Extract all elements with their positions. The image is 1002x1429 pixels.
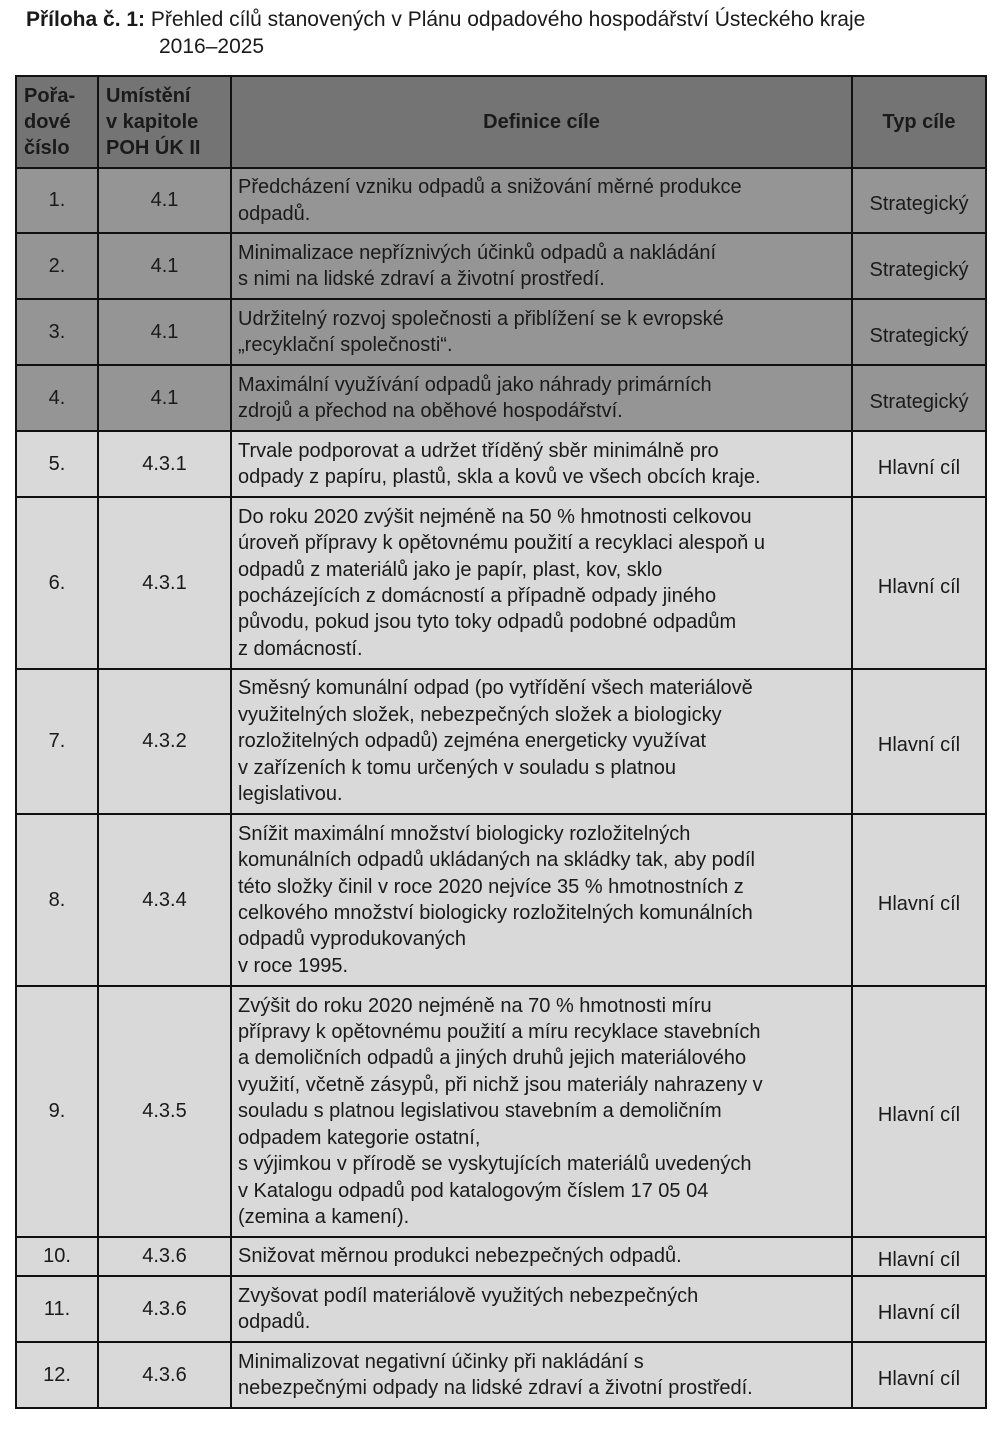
goal-type-label: Strategický xyxy=(869,258,969,281)
goal-number: 4. xyxy=(16,365,98,431)
table-row xyxy=(16,1342,986,1408)
goal-number: 11. xyxy=(16,1276,98,1342)
goal-definition: Předcházení vzniku odpadů a snižování měrné produkce odpadů. xyxy=(231,168,852,233)
header-type: Typ cíle xyxy=(852,76,986,168)
goal-definition: Zvyšovat podíl materiálově využitých nebezpečných odpadů. xyxy=(231,1276,852,1342)
goal-chapter-location: 4.3.6 xyxy=(98,1342,231,1408)
goal-number: 7. xyxy=(16,669,98,814)
caption-line-1 xyxy=(26,6,986,33)
goal-number: 1. xyxy=(16,168,98,233)
goal-number: 2. xyxy=(16,233,98,299)
table-row xyxy=(16,233,986,299)
goal-type xyxy=(852,814,986,986)
table-row xyxy=(16,431,986,497)
goal-definition: Snižovat měrnou produkci nebezpečných odpadů. xyxy=(231,1237,852,1276)
table-body xyxy=(16,168,986,1408)
table-row xyxy=(16,1276,986,1342)
goal-type-label: Hlavní cíl xyxy=(877,1249,961,1272)
goal-definition: Maximální využívání odpadů jako náhrady primárních zdrojů a přechod na oběhové hospodářství. xyxy=(231,365,852,431)
table-header xyxy=(16,76,986,168)
goal-type xyxy=(852,1276,986,1342)
goal-number: 8. xyxy=(16,814,98,986)
goal-chapter-location: 4.1 xyxy=(98,365,231,431)
goal-type xyxy=(852,365,986,431)
goal-type xyxy=(852,168,986,233)
table-row xyxy=(16,365,986,431)
goals-table xyxy=(15,75,987,1409)
goal-definition: Minimalizovat negativní účinky při nakládání s nebezpečnými odpady na lidské zdraví a životní prostředí. xyxy=(231,1342,852,1408)
header-location: Umístění v kapitole POH ÚK II xyxy=(98,76,231,168)
table-row xyxy=(16,669,986,814)
goal-type-label: Strategický xyxy=(869,390,969,413)
goal-type-label: Hlavní cíl xyxy=(877,1367,961,1390)
caption-title: Přehled cílů stanovených v Plánu odpadového hospodářství Ústeckého kraje xyxy=(145,8,866,31)
header-definition: Definice cíle xyxy=(231,76,852,168)
goal-number: 12. xyxy=(16,1342,98,1408)
goal-chapter-location: 4.3.1 xyxy=(98,497,231,669)
goal-number: 9. xyxy=(16,986,98,1237)
goal-chapter-location: 4.3.4 xyxy=(98,814,231,986)
goal-number: 6. xyxy=(16,497,98,669)
goal-chapter-location: 4.1 xyxy=(98,233,231,299)
goal-definition: Minimalizace nepříznivých účinků odpadů a nakládání s nimi na lidské zdraví a životní prostředí. xyxy=(231,233,852,299)
goal-type xyxy=(852,497,986,669)
goal-chapter-location: 4.3.6 xyxy=(98,1276,231,1342)
goal-type-label: Strategický xyxy=(869,324,969,347)
goal-chapter-location: 4.1 xyxy=(98,299,231,365)
table-row xyxy=(16,168,986,233)
goal-definition: Snížit maximální množství biologicky rozložitelných komunálních odpadů ukládaných na skládky tak, aby podíl této složky činil v roce 2020 nejvíce 35 % hmotnostních z celkového množství biologicky rozložitelných komunálních odpadů vyprodukovaných v roce 1995. xyxy=(231,814,852,986)
goal-type xyxy=(852,1342,986,1408)
goal-definition: Udržitelný rozvoj společnosti a přiblížení se k evropské „recyklační společnosti“. xyxy=(231,299,852,365)
goal-definition: Směsný komunální odpad (po vytřídění všech materiálově využitelných složek, nebezpečných složek a biologicky rozložitelných odpadů) zejména energeticky využívat v zařízeních k tomu určených v souladu s platnou legislativou. xyxy=(231,669,852,814)
goal-type-label: Hlavní cíl xyxy=(877,575,961,598)
goal-number: 5. xyxy=(16,431,98,497)
goal-type-label: Hlavní cíl xyxy=(877,734,961,757)
goal-type-label: Hlavní cíl xyxy=(877,456,961,479)
goal-type-label: Hlavní cíl xyxy=(877,892,961,915)
goal-number: 10. xyxy=(16,1237,98,1276)
goal-number: 3. xyxy=(16,299,98,365)
table-caption xyxy=(26,6,986,60)
goal-chapter-location: 4.3.1 xyxy=(98,431,231,497)
table-row xyxy=(16,986,986,1237)
table-row xyxy=(16,497,986,669)
goal-type-label: Hlavní cíl xyxy=(877,1104,961,1127)
goal-type-label: Strategický xyxy=(869,193,969,216)
caption-label: Příloha č. 1: xyxy=(26,8,146,31)
goal-type xyxy=(852,986,986,1237)
table-row xyxy=(16,299,986,365)
goal-type xyxy=(852,299,986,365)
goal-definition: Trvale podporovat a udržet tříděný sběr minimálně pro odpady z papíru, plastů, skla a kovů ve všech obcích kraje. xyxy=(231,431,852,497)
goal-type xyxy=(852,431,986,497)
table-row xyxy=(16,1237,986,1276)
goal-type xyxy=(852,233,986,299)
goal-chapter-location: 4.3.5 xyxy=(98,986,231,1237)
goal-chapter-location: 4.3.6 xyxy=(98,1237,231,1276)
goal-type xyxy=(852,1237,986,1276)
header-number: Pořa- dové číslo xyxy=(16,76,98,168)
goal-definition: Zvýšit do roku 2020 nejméně na 70 % hmotnosti míru přípravy k opětovnému použití a míru recyklace stavebních a demoličních odpadů a jiných druhů jejich materiálového využití, včetně zásypů, při nichž jsou materiály nahrazeny v souladu s platnou legislativou stavebním a demoličním odpadem kategorie ostatní, s výjimkou v přírodě se vyskytujících materiálů uvedených v Katalogu odpadů pod katalogovým číslem 17 05 04 (zemina a kamení). xyxy=(231,986,852,1237)
header-row xyxy=(16,76,986,168)
goal-type-label: Hlavní cíl xyxy=(877,1301,961,1324)
goal-chapter-location: 4.3.2 xyxy=(98,669,231,814)
goal-definition: Do roku 2020 zvýšit nejméně na 50 % hmotnosti celkovou úroveň přípravy k opětovnému použití a recyklaci alespoň u odpadů z materiálů jako je papír, plast, kov, sklo pocházejících z domácností a případně odpady jiného původu, pokud jsou tyto toky odpadů podobné odpadům z domácností. xyxy=(231,497,852,669)
goal-type xyxy=(852,669,986,814)
table-row xyxy=(16,814,986,986)
goal-chapter-location: 4.1 xyxy=(98,168,231,233)
caption-title-continued: 2016–2025 xyxy=(159,35,265,58)
